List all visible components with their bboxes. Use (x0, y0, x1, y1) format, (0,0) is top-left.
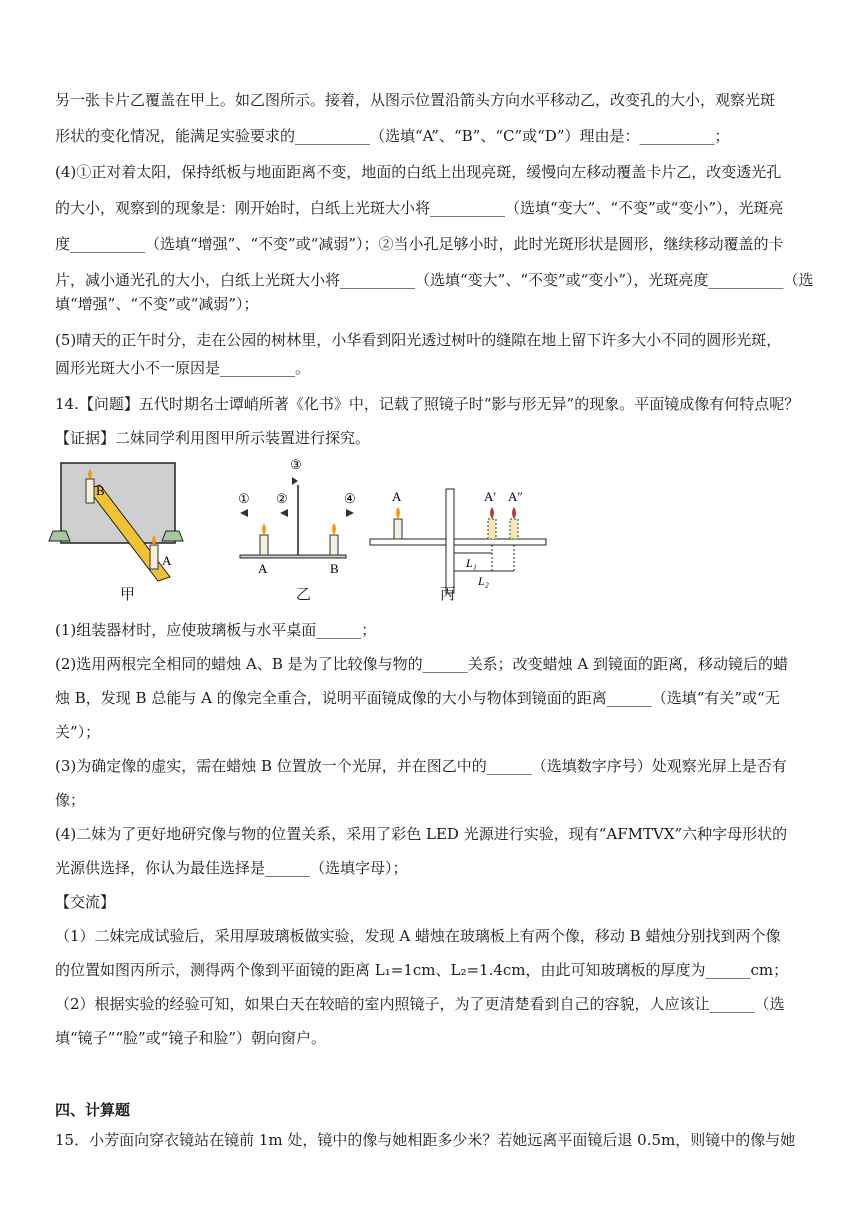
label-b: B (330, 561, 339, 576)
figure-yi (238, 457, 356, 576)
caption-yi: 乙 (296, 585, 312, 603)
caption-bing: 丙 (440, 585, 456, 603)
thick-glass (446, 489, 454, 593)
figure-jia (49, 463, 183, 581)
text-line: 的大小，观察到的现象是：刚开始时，白纸上光斑大小将__________（选填“变大”、“不变”或“变小”），光斑亮 (55, 199, 784, 217)
text-line: 的位置如图丙所示，测得两个像到平面镜的距离 L₁=1cm、L₂=1.4cm，由此可知玻璃板的厚度为______cm； (55, 961, 789, 979)
flame-icon (262, 523, 266, 535)
text-line: 烛 B，发现 B 总能与 A 的像完全重合，说明平面镜成像的大小与物体到镜面的距离______（选填“有关”或“无 (55, 689, 780, 707)
label-l1: L₁ (466, 556, 477, 570)
eye-icon (240, 509, 248, 517)
text-line: 度__________（选填“增强”、“不变”或“减弱”）；②当小孔足够小时，此时光斑形状是圆形，继续移动覆盖的卡 (55, 235, 784, 253)
text-line: （2）根据实验的经验可知，如果白天在较暗的室内照镜子，为了更清楚看到自己的容貌，人应该让______（选 (55, 995, 785, 1013)
text-line: （1）二妹完成试验后，采用厚玻璃板做实验，发现 A 蜡烛在玻璃板上有两个像，移动 B 蜡烛分别找到两个像 (55, 927, 781, 945)
text-line: (3)为确定像的虚实，需在蜡烛 B 位置放一个光屏，并在图乙中的______（选填数字序号）处观察光屏上是否有 (55, 757, 787, 775)
label-a: A (162, 553, 172, 568)
flame-icon (396, 507, 400, 519)
eye-icon (280, 509, 288, 517)
figure-bing (370, 489, 546, 593)
text-line: 关”）； (55, 723, 101, 741)
text-line: 圆形光斑大小不一原因是__________。 (55, 359, 311, 377)
candle-b (86, 479, 94, 503)
candle-b (330, 535, 338, 555)
text-line: 【证据】二妹同学利用图甲所示装置进行探究。 (55, 429, 371, 447)
label-l2: L₂ (478, 574, 489, 588)
position-3: ③ (290, 457, 302, 472)
stand-left (49, 531, 70, 541)
label-a-prime: A′ (484, 489, 497, 504)
label-a-double-prime: A″ (508, 489, 523, 504)
eye-icon (346, 509, 354, 517)
text-line: (1)组装器材时，应使玻璃板与水平桌面______； (55, 621, 377, 639)
candle-a (150, 545, 158, 569)
position-4: ④ (344, 491, 356, 506)
position-2: ② (276, 491, 288, 506)
stand-right (162, 531, 183, 541)
text-line: 形状的变化情况，能满足实验要求的__________（选填“A”、“B”、“C”或“D”）理由是：__________； (55, 127, 730, 145)
image-a1 (488, 519, 496, 539)
label-b: B (96, 483, 105, 498)
section-label: 【交流】 (55, 893, 116, 911)
text-line: (2)选用两根完全相同的蜡烛 A、B 是为了比较像与物的______关系；改变蜡烛 A 到镜面的距离，移动镜后的蜡 (55, 655, 789, 673)
flame-icon (490, 507, 494, 519)
text-line: 填“镜子”“脸”或“镜子和脸”）朝向窗户。 (55, 1029, 327, 1047)
glass-plate (61, 463, 175, 543)
eye-icon (292, 477, 298, 485)
text-line: (5)晴天的正午时分，走在公园的树林里，小华看到阳光透过树叶的缝隙在地上留下许多大小不同的圆形光斑， (55, 331, 782, 349)
question-15: 15．小芳面向穿衣镜站在镜前 1m 处，镜中的像与她相距多少米？若她远离平面镜后退 0.5m，则镜中的像与她 (55, 1131, 796, 1149)
question-14-title: 14.【问题】五代时期名士谭峭所著《化书》中，记载了照镜子时“影与形无异”的现象。平面镜成像有何特点呢？ (55, 395, 800, 413)
text-line: 填“增强”、“不变”或“减弱”）； (55, 295, 259, 313)
text-line: 片，减小通光孔的大小，白纸上光斑大小将__________（选填“变大”、“不变”或“变小”），光斑亮度__________（选 (55, 271, 814, 289)
flame-icon (332, 523, 336, 535)
text-line: 光源供选择，你认为最佳选择是______（选填字母）； (55, 859, 408, 877)
caption-jia: 甲 (120, 585, 136, 603)
bench (370, 539, 546, 545)
candle-a (394, 519, 402, 539)
label-a: A (258, 561, 268, 576)
text-line: 像； (55, 791, 86, 809)
candle-a (260, 535, 268, 555)
section-title: 四、计算题 (55, 1101, 131, 1119)
text-line: 另一张卡片乙覆盖在甲上。如乙图所示。接着，从图示位置沿箭头方向水平移动乙，改变孔的大小，观察光斑 (55, 91, 776, 109)
image-a2 (510, 519, 518, 539)
text-line: (4)①正对着太阳，保持纸板与地面距离不变，地面的白纸上出现亮斑，缓慢向左移动覆盖卡片乙，改变透光孔 (55, 163, 782, 181)
flame-icon (512, 507, 516, 519)
position-1: ① (238, 491, 250, 506)
text-line: (4)二妹为了更好地研究像与物的位置关系，采用了彩色 LED 光源进行实验，现有“AFMTVX”六种字母形状的 (55, 825, 788, 843)
label-a: A (392, 489, 402, 504)
